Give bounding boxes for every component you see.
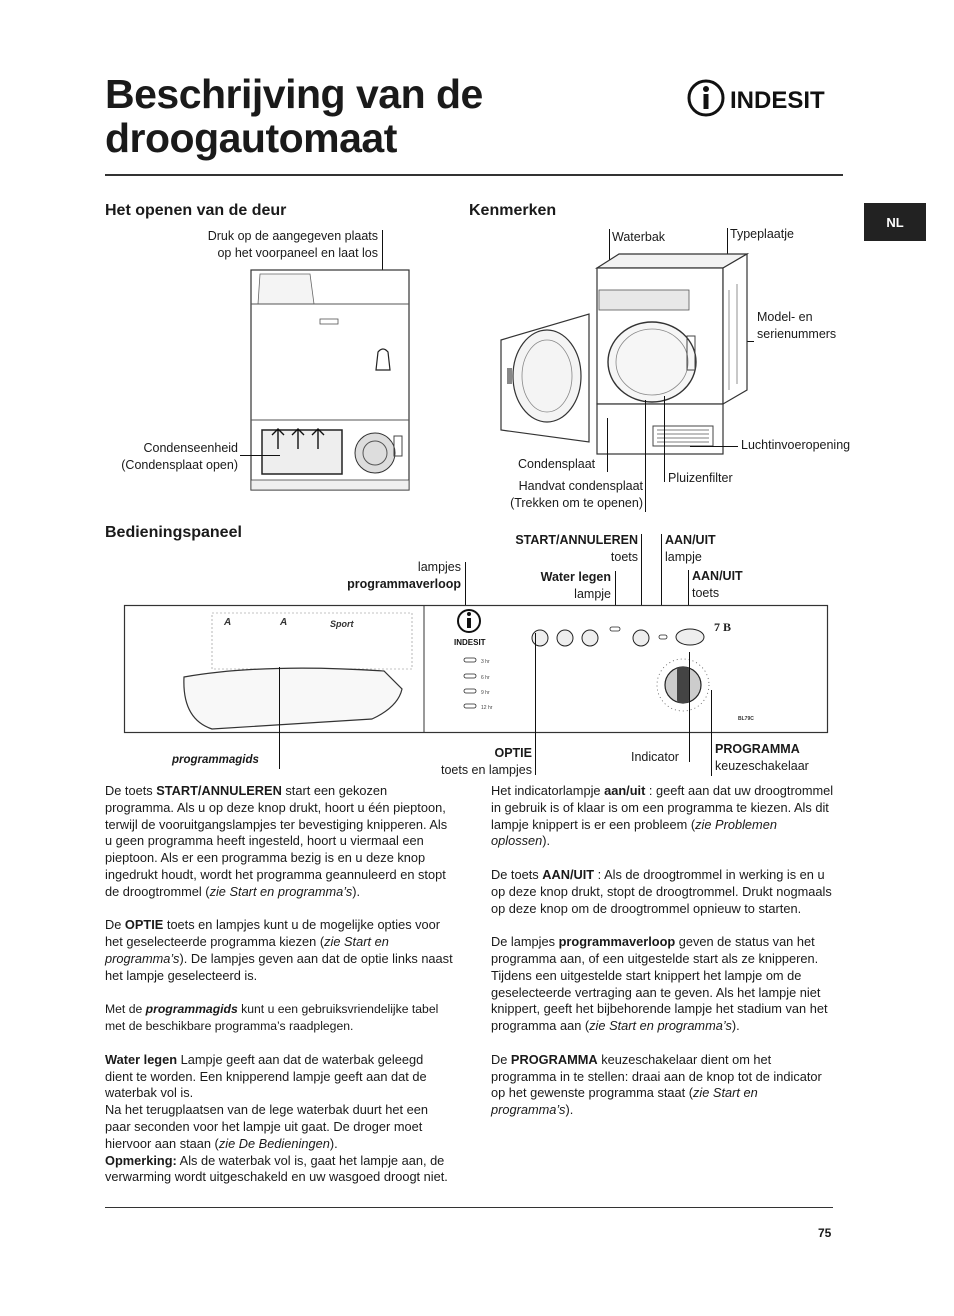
water-label-sub: lampje — [574, 587, 611, 601]
aanuit-toets-label — [692, 568, 743, 602]
water-label-title: Water legen — [540, 570, 611, 584]
handvat-label-line-2: (Trekken om te openen) — [510, 496, 643, 510]
aanuit-toets-paragraph: De toets AAN/UIT : Als de droogtrommel in werking is en u op deze knop drukt, stopt de droogtrommel. Drukt nogmaals op deze knop om de droogtrommel opnieuw to starten. — [491, 866, 832, 916]
condensplaat-leader — [607, 418, 608, 472]
aanuit-toets-title: AAN/UIT — [692, 569, 743, 583]
model-label-line-1: Model- en — [757, 310, 813, 324]
lampjes-label — [330, 559, 461, 593]
aanuit-lamp-title: AAN/UIT — [665, 533, 716, 547]
programmagids-paragraph: Met de programmagids kunt u een gebruiksvriendelijke tabel met de beschikbare programma’s raadplegen. — [105, 1002, 439, 1034]
svg-text:12 hr: 12 hr — [481, 705, 493, 711]
dryer-open-illustration — [497, 250, 757, 465]
programma-leader — [711, 690, 712, 776]
optie-label — [400, 745, 532, 779]
pluizenfilter-leader — [664, 396, 665, 482]
aanuit-lamp-sub: lampje — [665, 550, 702, 564]
model-label-line-2: serienummers — [757, 327, 837, 341]
condense-label — [100, 440, 238, 474]
page-number: 75 — [818, 1226, 832, 1240]
programma-label-sub: keuzeschakelaar — [715, 759, 809, 773]
top-divider — [105, 174, 843, 176]
aanuit-toets-sub: toets — [692, 586, 720, 600]
condense-leader — [240, 455, 280, 456]
programmagids-leader — [279, 667, 280, 769]
condense-label-line-1: Condenseenheid — [143, 441, 238, 455]
svg-text:INDESIT: INDESIT — [730, 87, 825, 114]
language-tab: NL — [864, 203, 926, 241]
handvat-label — [480, 478, 643, 512]
svg-text:Sport: Sport — [330, 619, 354, 629]
luchtinvoer-label: Luchtinvoeropening — [741, 438, 851, 452]
typeplaatje-label: Typeplaatje — [730, 227, 794, 241]
start-label-title: START/ANNULEREN — [515, 533, 638, 547]
optie-label-sub: toets en lampjes — [440, 763, 532, 777]
control-panel-illustration — [124, 605, 828, 733]
door-heading: Het openen van de deur — [105, 202, 287, 219]
optie-label-title: OPTIE — [494, 746, 532, 760]
lampjes-label-line-2: programmaverloop — [347, 577, 461, 591]
svg-text:A: A — [224, 617, 232, 628]
handvat-leader — [645, 400, 646, 512]
programmagids-label: programmagids — [172, 754, 259, 766]
condensplaat-label: Condensplaat — [518, 457, 596, 471]
pluizenfilter-label: Pluizenfilter — [668, 471, 733, 485]
svg-text:3 hr: 3 hr — [481, 659, 490, 665]
svg-text:9 hr: 9 hr — [481, 690, 490, 696]
svg-text:A: A — [280, 617, 288, 628]
start-label — [484, 532, 638, 566]
lampjes-label-line-1: lampjes — [417, 560, 461, 574]
left-column-text — [105, 783, 453, 1186]
press-label — [150, 228, 378, 262]
aanuit-lamp-label — [665, 532, 716, 566]
condense-label-line-2: (Condensplaat open) — [121, 458, 238, 472]
optie-paragraph: De OPTIE toets en lampjes kunt u de mogelijke opties voor het geselecteerde programma kiezen (zie Start en programma’s). De lampjes geven aan dat de optie links naast het lampje geselecteerd is. — [105, 917, 453, 983]
control-panel — [124, 605, 828, 733]
luchtinvoer-leader — [690, 446, 738, 447]
press-label-line-2: op het voorpaneel en laat los — [217, 246, 378, 260]
features-heading: Kenmerken — [469, 202, 557, 219]
svg-text:6 hr: 6 hr — [481, 675, 490, 681]
waterbak-label: Waterbak — [612, 230, 666, 244]
dryer-front-illustration — [250, 270, 410, 495]
title-line-2: droogautomaat — [105, 115, 397, 161]
handvat-label-line-1: Handvat condensplaat — [518, 479, 643, 493]
svg-text:INDESIT: INDESIT — [454, 638, 486, 647]
press-label-line-1: Druk op de aangegeven plaats — [207, 229, 378, 243]
programma-label — [715, 741, 809, 775]
bottom-divider — [105, 1207, 833, 1208]
indicator-leader — [689, 652, 690, 762]
panel-heading: Bedieningspaneel — [105, 524, 242, 541]
model-label — [757, 309, 836, 343]
aanuit-lamp-paragraph: Het indicatorlampje aan/uit : geeft aan dat uw droogtrommel in gebruik is of klaar is om een programma te kiezen. Als dit lampje knippert is er een probleem (zie Problemen oplossen). — [491, 783, 834, 849]
programma-label-title: PROGRAMMA — [715, 742, 800, 756]
page-title — [105, 72, 483, 160]
brand-logo — [686, 78, 846, 118]
water-label — [520, 569, 611, 603]
svg-text:BL79C: BL79C — [738, 716, 754, 722]
indicator-label: Indicator — [631, 750, 679, 764]
programmaverloop-paragraph: De lampjes programmaverloop geven de status van het programma aan, of een uitgestelde start als ze knipperen. Tijdens een uitgestelde start knippert het lampje om de geselecteerde vertraging aan te geven. Als het lampje niet knippert, geeft het bijbehorende lampje het stadium van het programma aan (zie Start en programma’s). — [491, 934, 828, 1034]
start-paragraph: De toets START/ANNULEREN start een gekozen programma. Als u op deze knop drukt, hoort u één pieptoon, terwijl de vooruitgangslampjes ter bevestiging knipperen. Als u geen programma heeft ingesteld, hoort u viermaal een pieptoon. Als er een programma bezig is en u deze knop ingedrukt houdt, wordt het programma geannuleerd en stopt de droogtrommel (zie Start en programma’s). — [105, 783, 448, 899]
optie-leader — [535, 633, 536, 775]
programma-paragraph: De PROGRAMMA keuzeschakelaar dient om het programma in te stellen: draai aan de knop tot de indicator op het gewenste programma staat (zie Start en programma’s). — [491, 1051, 822, 1118]
start-label-sub: toets — [610, 550, 638, 564]
svg-text:7 B: 7 B — [714, 620, 732, 634]
water-legen-paragraph: Water legen Lampje geeft aan dat de waterbak geleegd dient te worden. Een knipperend lampje geeft aan dat de waterbak vol is. Na het terugplaatsen van de lege waterbak duurt het een paar seconden voor het lampje uit gaat. De droger moet hiervoor aan staan (zie De Bedieningen). Opmerking: Als de waterbak vol is, gaat het lampje aan, de verwarming wordt uitgeschakeld en uw wasgoed droogt niet. — [105, 1051, 448, 1185]
right-column-text — [491, 783, 836, 1136]
title-line-1: Beschrijving van de — [105, 71, 483, 117]
indesit-logo-icon — [686, 78, 846, 118]
